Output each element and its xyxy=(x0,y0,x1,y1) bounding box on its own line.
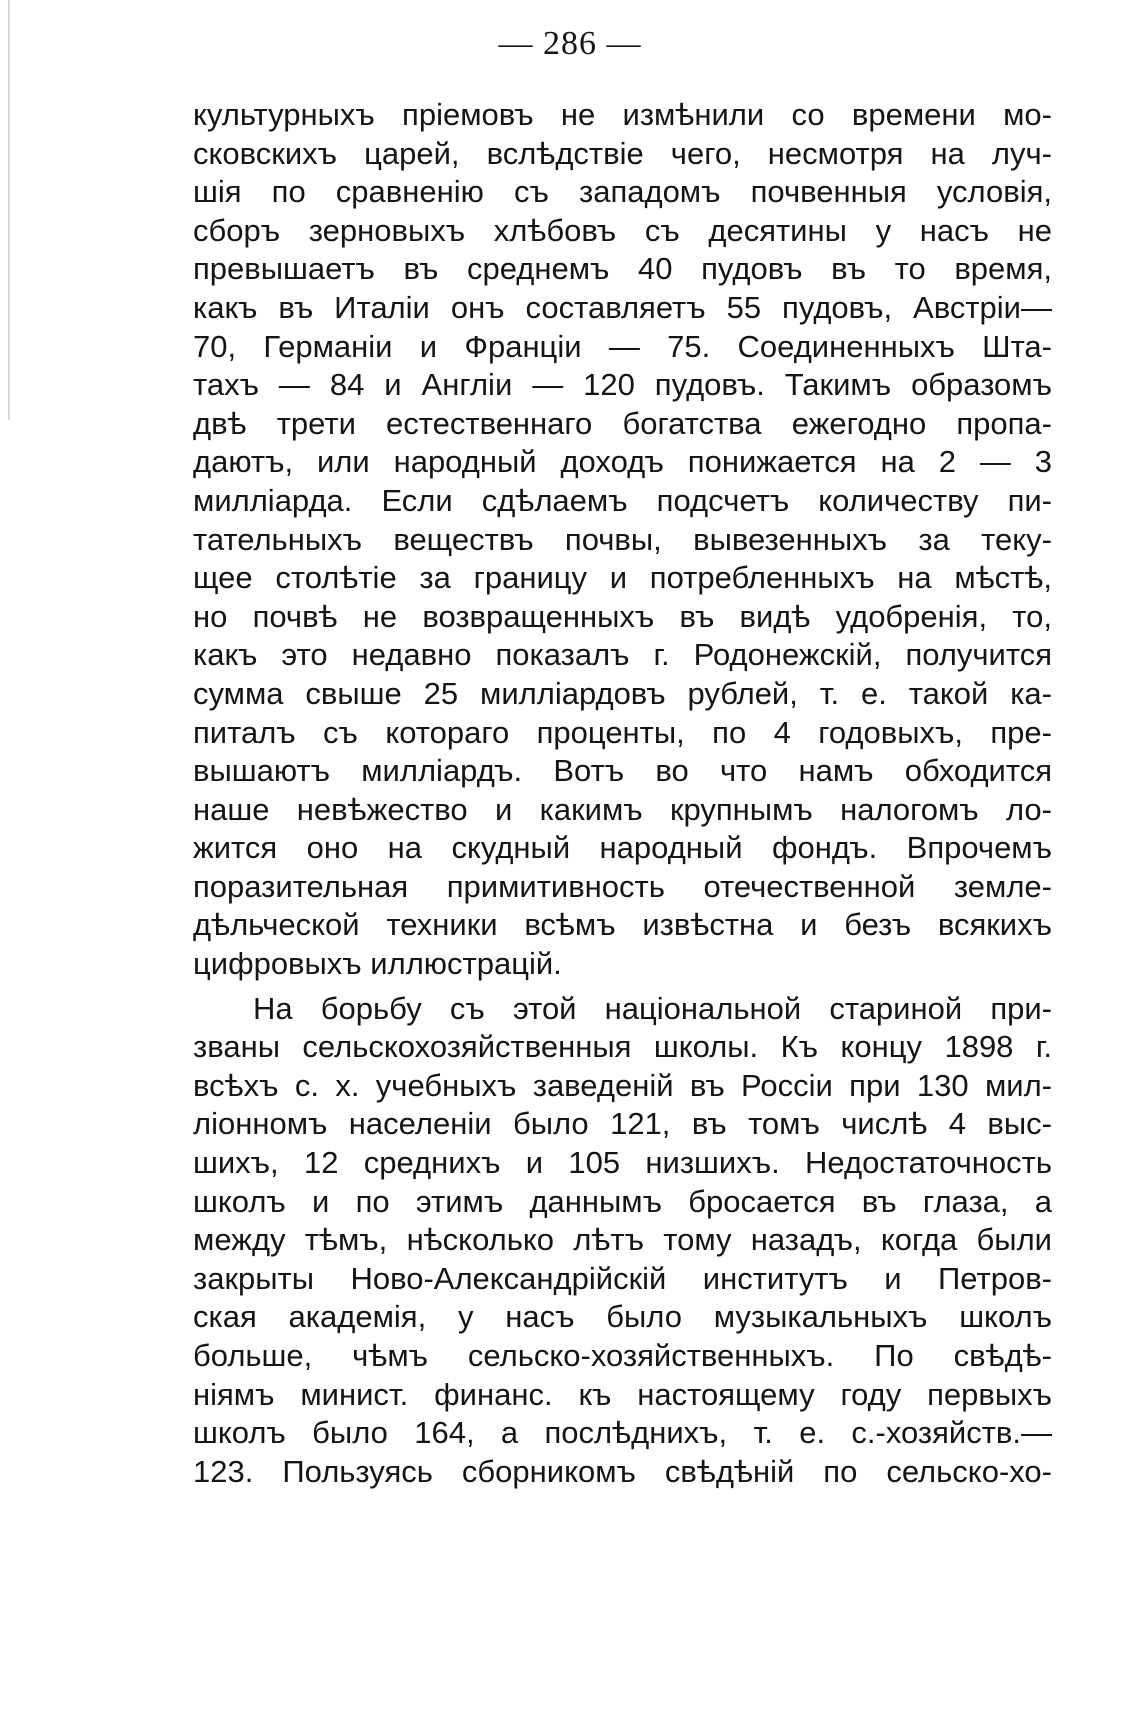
text-line: но почвѣ не возвращенныхъ въ видѣ удобренія, то, xyxy=(193,598,1052,634)
text-line: превышаетъ въ среднемъ 40 пудовъ въ то время, xyxy=(193,251,1052,287)
text-line: даютъ, или народный доходъ понижается на 2 — 3 xyxy=(193,444,1052,480)
text-line: милліарда. Если сдѣлаемъ подсчетъ количеству пи- xyxy=(193,482,1052,518)
text-line: всѣхъ с. х. учебныхъ заведеній въ Россіи при 130 мил- xyxy=(193,1067,1052,1103)
text-line: ліонномъ населеніи было 121, въ томъ числѣ 4 выс- xyxy=(193,1106,1052,1142)
text-line: школъ и по этимъ даннымъ бросается въ глаза, а xyxy=(193,1183,1052,1219)
text-line: наше невѣжество и какимъ крупнымъ налогомъ ло- xyxy=(193,791,1052,827)
text-line: питалъ съ котораго проценты, по 4 годовыхъ, пре- xyxy=(193,714,1052,750)
text-line: ская академія, у насъ было музыкальныхъ школъ xyxy=(193,1299,1052,1335)
text-line: культурныхъ пріемовъ не измѣнили со времени мо- xyxy=(193,97,1052,132)
text-line: шія по сравненію съ западомъ почвенныя условія, xyxy=(193,174,1052,210)
text-line: какъ въ Италіи онъ составляетъ 55 пудовъ, Австріи— xyxy=(193,289,1052,325)
text-line: двѣ трети естественнаго богатства ежегодно пропа- xyxy=(193,405,1052,441)
text-line: школъ было 164, а послѣднихъ, т. е. с.-хозяйств.— xyxy=(193,1415,1052,1451)
text-line: 123. Пользуясь сборникомъ свѣдѣній по сельско-хо- xyxy=(193,1453,1052,1489)
text-line: щее столѣтіе за границу и потребленныхъ на мѣстѣ, xyxy=(193,560,1052,596)
page-number: — 286 — xyxy=(498,25,642,62)
text-line: дѣльческой техники всѣмъ извѣстна и безъ всякихъ xyxy=(193,907,1052,943)
text-line: званы сельскохозяйственныя школы. Къ концу 1898 г. xyxy=(193,1029,1052,1065)
text-line: закрыты Ново-Александрійскій институтъ и Петров- xyxy=(193,1260,1052,1296)
text-line: ніямъ минист. финанс. къ настоящему году первыхъ xyxy=(193,1376,1052,1412)
text-line: вышаютъ милліардъ. Вотъ во что намъ обходится xyxy=(193,753,1052,789)
text-line: поразительная примитивность отечественной земле- xyxy=(193,868,1052,904)
text-line: сборъ зерновыхъ хлѣбовъ съ десятины у насъ не xyxy=(193,212,1052,248)
paragraph-2 xyxy=(193,990,1052,1492)
body-text xyxy=(193,96,1052,1491)
text-line: сумма свыше 25 милліардовъ рублей, т. е. такой ка- xyxy=(193,675,1052,711)
paragraph-1 xyxy=(193,96,1052,984)
text-line: между тѣмъ, нѣсколько лѣтъ тому назадъ, когда были xyxy=(193,1222,1052,1258)
text-line: 70, Германіи и Франціи — 75. Соединенныхъ Шта- xyxy=(193,328,1052,364)
text-line: шихъ, 12 среднихъ и 105 низшихъ. Недостаточность xyxy=(193,1145,1052,1181)
text-line: какъ это недавно показалъ г. Родонежскій, получится xyxy=(193,637,1052,673)
text-line: тахъ — 84 и Англіи — 120 пудовъ. Такимъ образомъ xyxy=(193,367,1052,403)
text-line: тательныхъ веществъ почвы, вывезенныхъ за теку- xyxy=(193,521,1052,557)
text-line: сковскихъ царей, вслѣдствіе чего, несмотря на луч- xyxy=(193,135,1052,171)
text-line: больше, чѣмъ сельско-хозяйственныхъ. По свѣдѣ- xyxy=(193,1338,1052,1373)
text-line: цифровыхъ иллюстрацій. xyxy=(193,946,562,982)
text-line: На борьбу съ этой національной стариной при- xyxy=(253,990,1052,1026)
text-line: жится оно на скудный народный фондъ. Впрочемъ xyxy=(193,830,1052,866)
